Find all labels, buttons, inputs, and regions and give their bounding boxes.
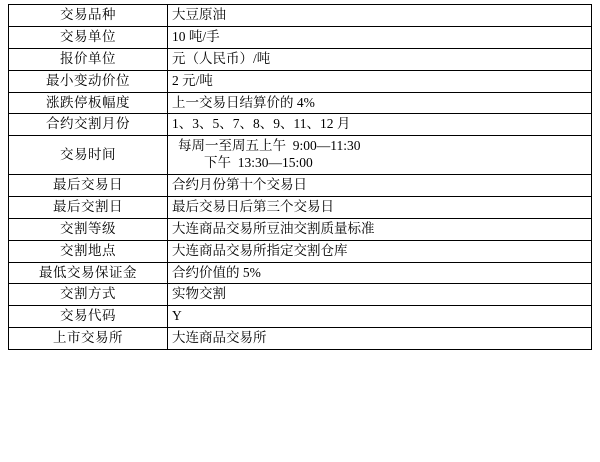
table-row [9,218,592,240]
contract-spec-table [8,4,592,350]
row-label: 交割方式 [9,284,168,306]
row-value: 大连商品交易所 [168,328,592,350]
row-value: 元（人民币）/吨 [168,48,592,70]
table-row [9,284,592,306]
trading-hours-morning: 每周一至周五上午 9:00—11:30 [178,138,361,154]
table-row [9,26,592,48]
row-label: 涨跌停板幅度 [9,92,168,114]
table-row [9,70,592,92]
row-label: 交割地点 [9,240,168,262]
row-label: 最后交割日 [9,196,168,218]
row-label: 报价单位 [9,48,168,70]
row-label: 交易时间 [9,136,168,175]
row-value: 合约价值的 5% [168,262,592,284]
row-value: 合约月份第十个交易日 [168,175,592,197]
row-label: 最后交易日 [9,175,168,197]
table-row-trading-hours [9,136,592,175]
table-row [9,92,592,114]
row-value: 2 元/吨 [168,70,592,92]
row-value: 大连商品交易所豆油交割质量标准 [168,218,592,240]
row-value: 大连商品交易所指定交割仓库 [168,240,592,262]
table-row [9,5,592,27]
row-label: 交割等级 [9,218,168,240]
row-value: 1、3、5、7、8、9、11、12 月 [168,114,592,136]
table-row [9,262,592,284]
row-value: 最后交易日后第三个交易日 [168,196,592,218]
table-body [9,5,592,350]
table-row [9,240,592,262]
row-label: 交易品种 [9,5,168,27]
row-label: 合约交割月份 [9,114,168,136]
row-label: 交易代码 [9,306,168,328]
table-row [9,48,592,70]
table-row [9,306,592,328]
row-value: 大豆原油 [168,5,592,27]
row-label: 上市交易所 [9,328,168,350]
row-label: 最小变动价位 [9,70,168,92]
row-value [168,136,592,175]
row-value: 上一交易日结算价的 4% [168,92,592,114]
table-row [9,114,592,136]
row-value: 实物交割 [168,284,592,306]
row-label: 最低交易保证金 [9,262,168,284]
table-row [9,328,592,350]
row-value: 10 吨/手 [168,26,592,48]
row-label: 交易单位 [9,26,168,48]
table-row [9,196,592,218]
table-row [9,175,592,197]
row-value: Y [168,306,592,328]
trading-hours-afternoon: 下午 13:30—15:00 [204,155,313,171]
